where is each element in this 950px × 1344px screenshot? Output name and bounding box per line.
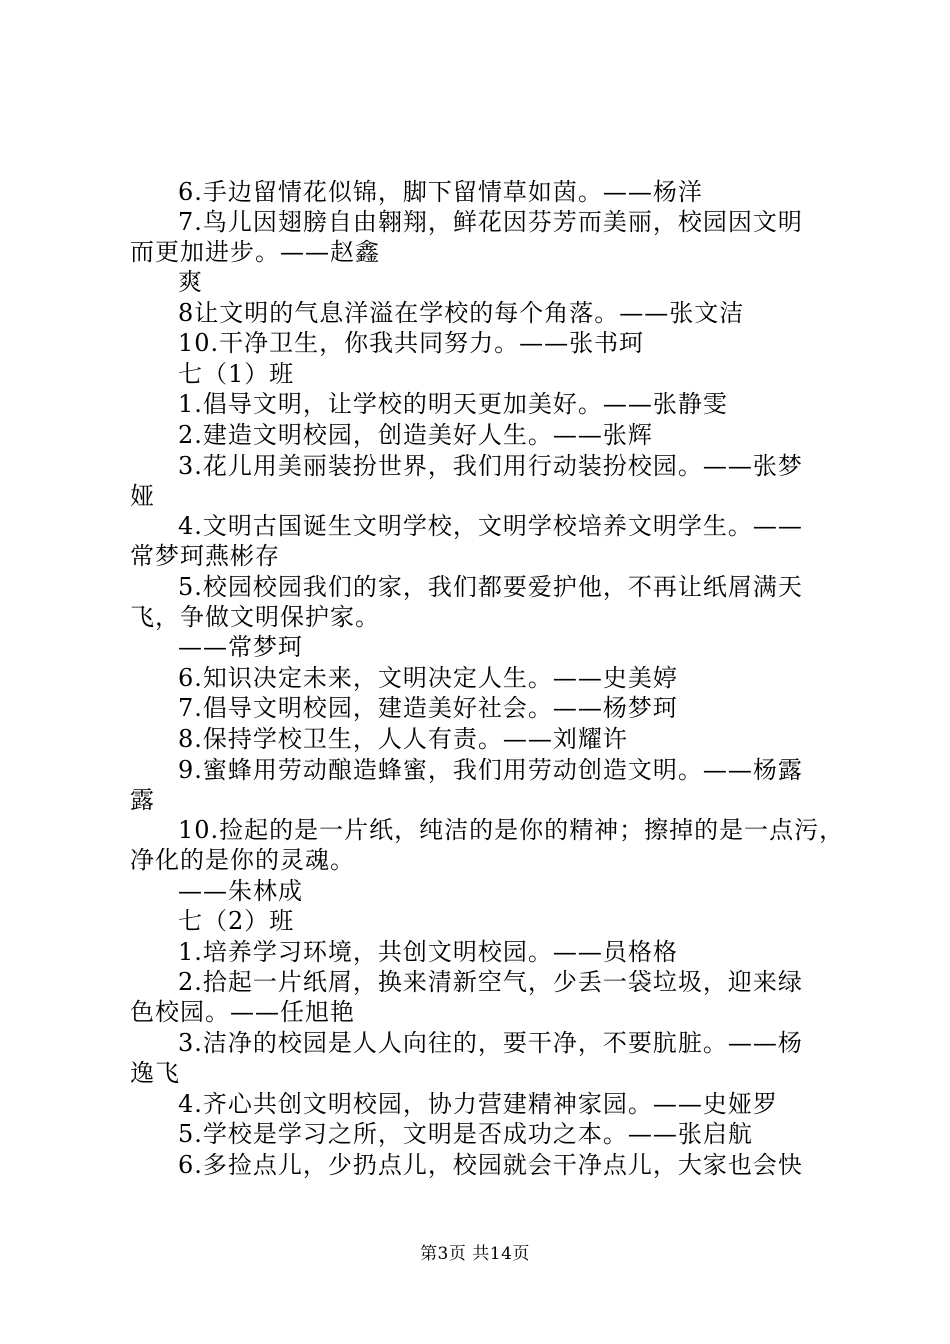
- text-line: ——常梦珂: [178, 633, 303, 661]
- text-line: 9.蜜蜂用劳动酿造蜂蜜，我们用劳动创造文明。——杨露: [178, 756, 803, 784]
- text-line: 7.倡导文明校园，建造美好社会。——杨梦珂: [178, 694, 678, 722]
- text-line: 10.干净卫生，你我共同努力。——张书珂: [178, 329, 645, 357]
- text-line: 6.知识决定未来，文明决定人生。——史美婷: [178, 664, 678, 692]
- text-line: 8让文明的气息洋溢在学校的每个角落。——张文洁: [178, 299, 745, 327]
- text-line: 6.手边留情花似锦，脚下留情草如茵。——杨洋: [178, 178, 703, 206]
- text-line: 露: [130, 786, 155, 814]
- text-line: 净化的是你的灵魂。: [130, 846, 355, 874]
- text-line: 爽: [178, 268, 203, 296]
- text-line: 而更加进步。——赵鑫: [130, 238, 380, 266]
- text-line: 1.倡导文明，让学校的明天更加美好。——张静雯: [178, 390, 728, 418]
- text-line: 飞，争做文明保护家。: [130, 603, 380, 631]
- text-line: 2.拾起一片纸屑，换来清新空气，少丢一袋垃圾，迎来绿: [178, 968, 803, 996]
- class-heading: 七（2）班: [178, 907, 295, 935]
- text-line: 10.捡起的是一片纸，纯洁的是你的精神；擦掉的是一点污，: [178, 816, 845, 844]
- text-line: 4.齐心共创文明校园，协力营建精神家园。——史娅罗: [178, 1090, 778, 1118]
- text-line: 逸飞: [130, 1059, 180, 1087]
- text-line: 3.洁净的校园是人人向往的，要干净，不要肮脏。——杨: [178, 1029, 803, 1057]
- page-number-footer: 第3页 共14页: [420, 1244, 530, 1264]
- text-line: 4.文明古国诞生文明学校，文明学校培养文明学生。——: [178, 512, 803, 540]
- text-line: 常梦珂燕彬存: [130, 542, 280, 570]
- text-line: 5.学校是学习之所，文明是否成功之本。——张启航: [178, 1120, 753, 1148]
- text-line: 6.多捡点儿，少扔点儿，校园就会干净点儿，大家也会快: [178, 1151, 803, 1179]
- text-line: 1.培养学习环境，共创文明校园。——员格格: [178, 938, 678, 966]
- text-line: 5.校园校园我们的家，我们都要爱护他，不再让纸屑满天: [178, 573, 803, 601]
- text-line: 娅: [130, 482, 155, 510]
- text-line: 7.鸟儿因翅膀自由翱翔，鲜花因芬芳而美丽，校园因文明: [178, 208, 803, 236]
- text-line: 8.保持学校卫生，人人有责。——刘耀许: [178, 725, 628, 753]
- text-line: 色校园。——任旭艳: [130, 998, 355, 1026]
- text-line: 2.建造文明校园，创造美好人生。——张辉: [178, 421, 653, 449]
- text-line: 3.花儿用美丽装扮世界，我们用行动装扮校园。——张梦: [178, 452, 803, 480]
- text-line: ——朱林成: [178, 877, 303, 905]
- class-heading: 七（1）班: [178, 360, 295, 388]
